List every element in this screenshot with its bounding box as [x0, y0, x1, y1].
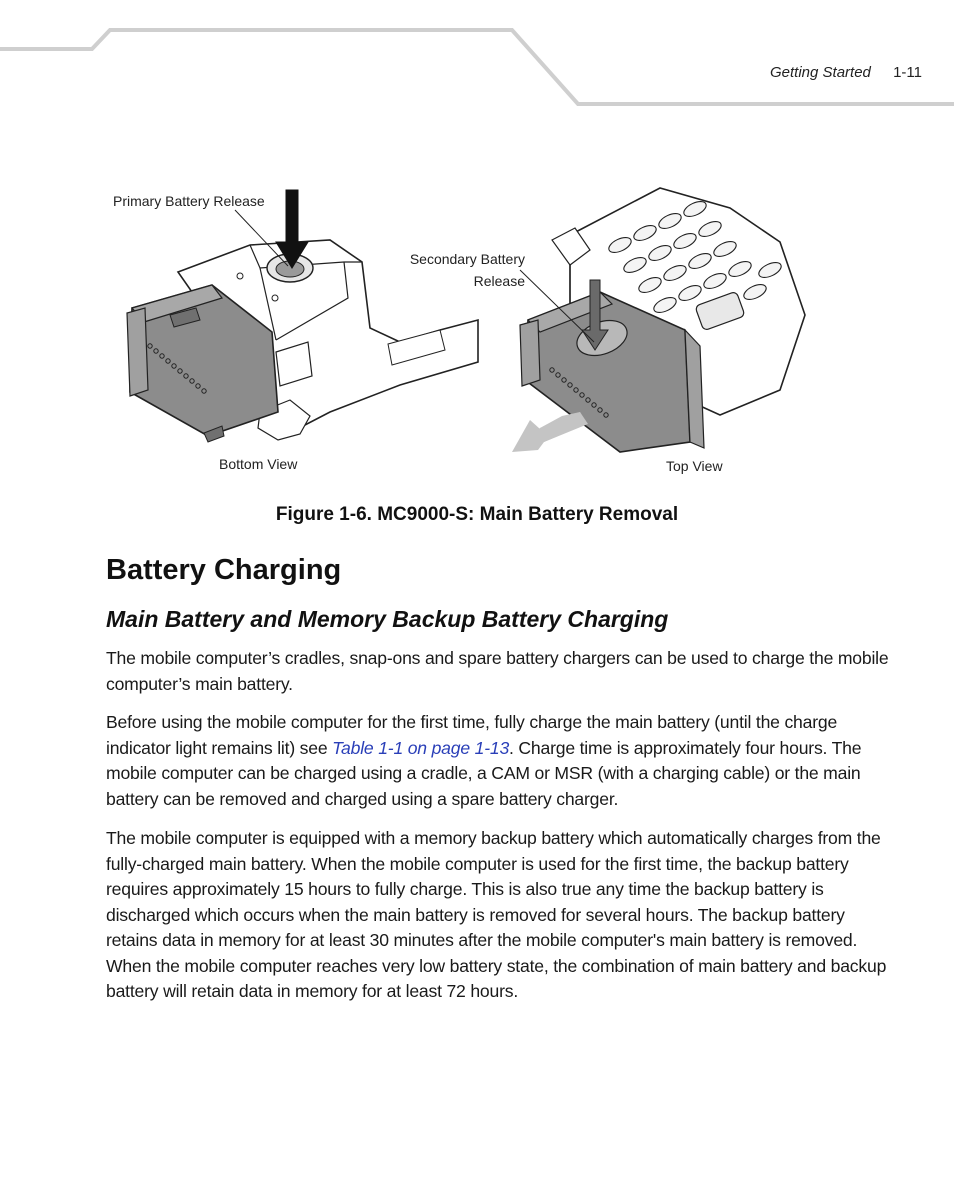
paragraph-cradle-charging: The mobile computer’s cradles, snap-ons and spare battery chargers can be used to charge the mobile computer’s main battery. [106, 648, 889, 694]
paragraph-backup-battery: The mobile computer is equipped with a memory backup battery which automatically charges from the fully-charged main battery. When the mobile computer is used for the first time, the backup battery requires approximately 15 hours to fully charge. This is also true any time the backup battery is discharged which occurs when the main battery is removed for several hours. The backup battery retains data in memory for at least 30 minutes after the mobile computer's main battery is removed. When the mobile computer reaches very low battery state, the combination of main battery and backup battery will retain data in memory for at least 72 hours. [106, 828, 887, 1001]
battery-removal-figure [100, 180, 820, 480]
callout-top-view: Top View [666, 458, 723, 474]
table-reference-link[interactable]: Table 1-1 on page 1-13 [332, 737, 510, 758]
figure-caption: Figure 1-6. MC9000-S: Main Battery Removal [275, 504, 679, 525]
paragraph-first-charge-text: Before using the mobile computer for the first time, fully charge the main battery (until the charge indicator light remains lit) see [106, 712, 838, 758]
section-title: Battery Charging [106, 554, 342, 586]
running-head-section: Getting Started [770, 64, 871, 81]
header-rule [0, 0, 954, 110]
bottom-view-illustration [127, 190, 478, 442]
callout-secondary-battery-release [408, 248, 525, 292]
callout-secondary-line2: Release [473, 273, 525, 289]
paragraph-first-charge [106, 710, 896, 812]
subsection-title: Main Battery and Memory Backup Battery Charging [106, 606, 669, 632]
running-head [770, 64, 922, 81]
page-number: 1-11 [893, 64, 922, 81]
callout-secondary-line1: Secondary Battery [409, 251, 525, 267]
callout-primary-battery-release: Primary Battery Release [113, 193, 265, 209]
paragraph-first-charge-text-end: . Charge time is approximately four hours. The mobile computer can be charged using a cradle, a CAM or MSR (with a charging cable) or the main battery can be removed and charged using a spare battery charger. [106, 737, 862, 809]
top-view-illustration [512, 188, 805, 452]
callout-bottom-view: Bottom View [219, 456, 298, 472]
